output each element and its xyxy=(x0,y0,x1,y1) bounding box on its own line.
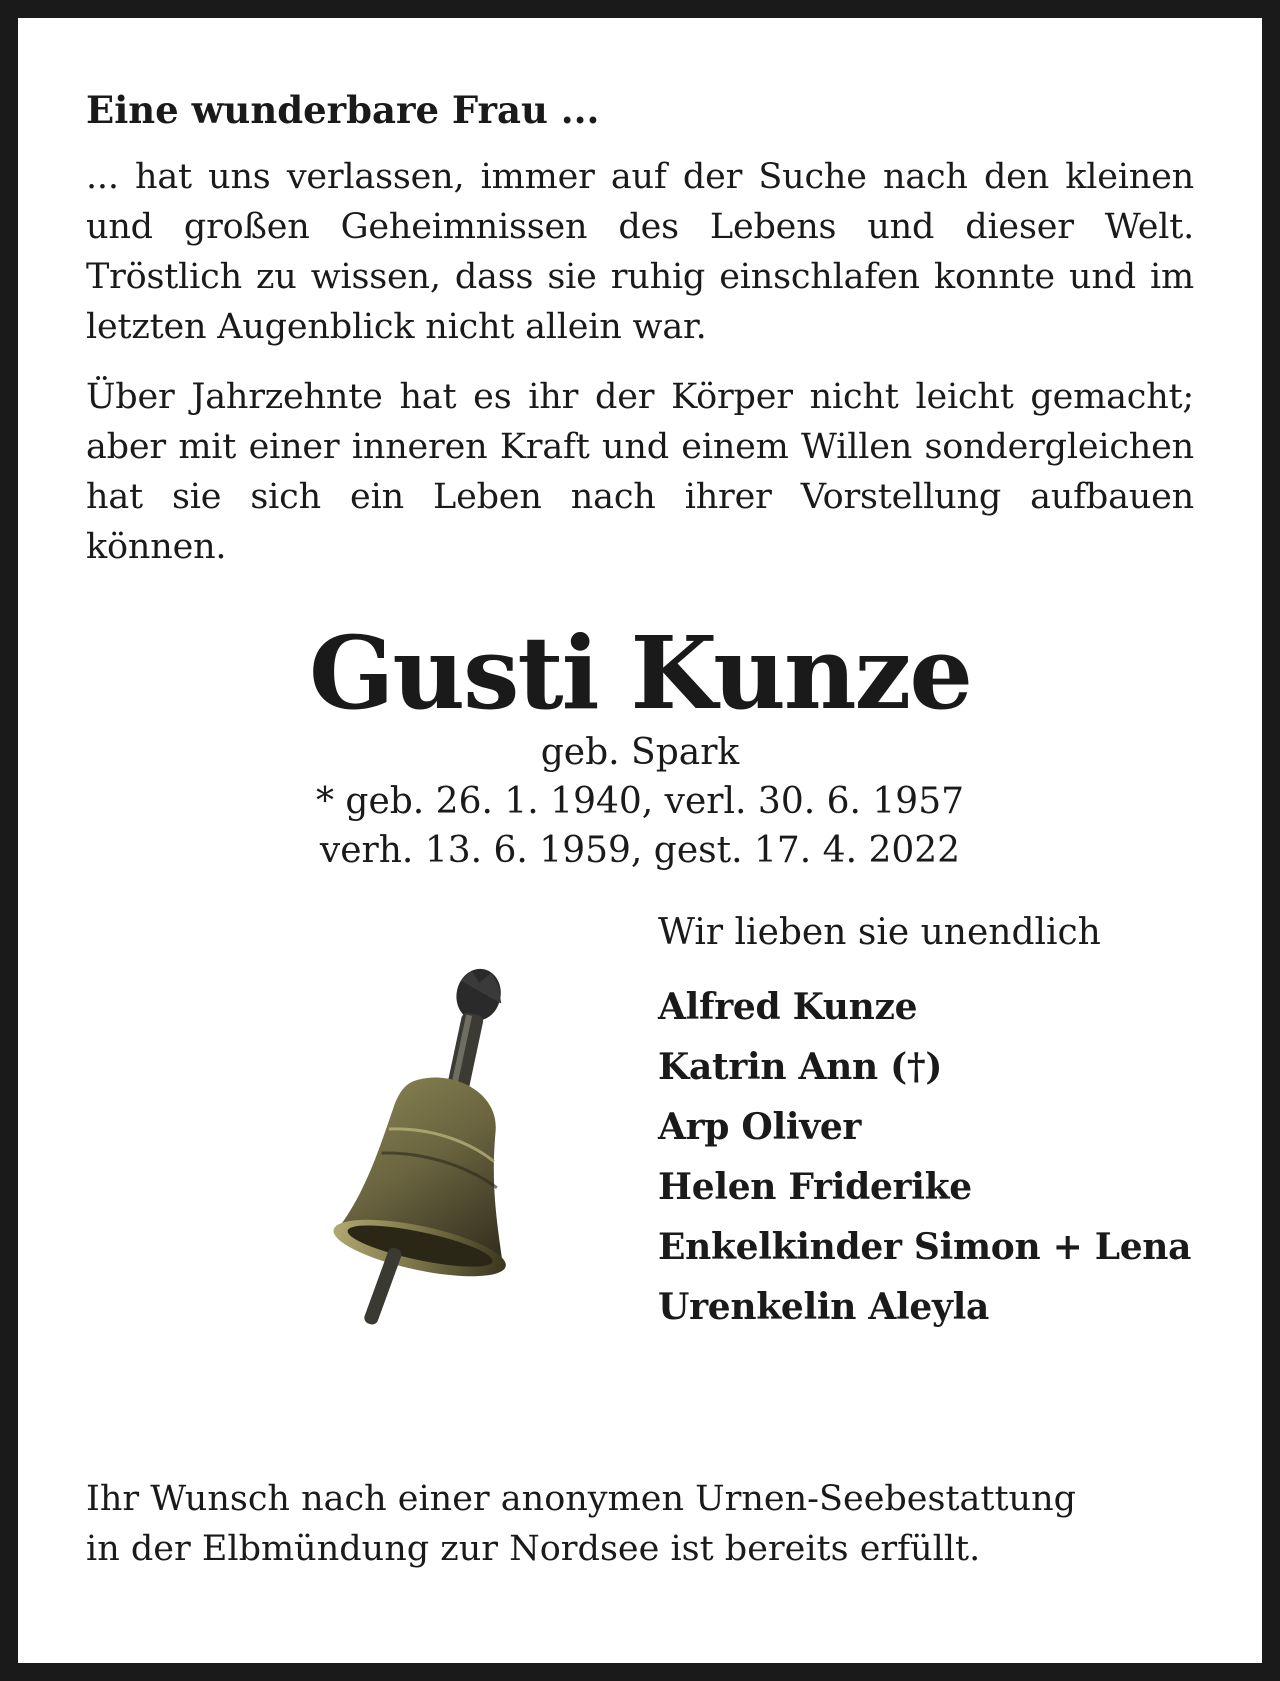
deceased-name: Gusti Kunze xyxy=(309,614,971,732)
family-member: Helen Friderike xyxy=(658,1166,972,1208)
family-member: Urenkelin Aleyla xyxy=(658,1286,989,1328)
maiden-name: geb. Spark xyxy=(540,732,740,773)
family-member: Alfred Kunze xyxy=(658,986,918,1028)
bell-icon xyxy=(286,945,526,1345)
closing-line-2: in der Elbmündung zur Nordsee ist bereits erfüllt. xyxy=(86,1529,981,1569)
dates-marriage-death: verh. 13. 6. 1959, gest. 17. 4. 2022 xyxy=(319,830,961,871)
lower-section xyxy=(86,903,1194,1423)
notice-content xyxy=(86,86,1194,1423)
family-block xyxy=(658,903,1198,1337)
closing-line-1: Ihr Wunsch nach einer anonymen Urnen-Seebestattung xyxy=(86,1479,1077,1519)
notice-heading: Eine wunderbare Frau ... xyxy=(86,88,600,132)
closing-note xyxy=(86,1474,1194,1574)
family-member: Enkelkinder Simon + Lena xyxy=(658,1226,1192,1268)
paragraph-intro: ... hat uns verlassen, immer auf der Suche nach den kleinen und großen Geheimnissen des Lebens und dieser Welt. Tröstlich zu wissen, dass sie ruhig einschlafen konnte und im letzten Augenblick nicht allein war. xyxy=(86,157,1194,347)
family-member: Arp Oliver xyxy=(658,1106,862,1148)
dates-birth-engagement: * geb. 26. 1. 1940, verl. 30. 6. 1957 xyxy=(315,781,965,822)
family-member: Katrin Ann (†) xyxy=(658,1046,943,1088)
paragraph-life: Über Jahrzehnte hat es ihr der Körper nicht leicht gemacht; aber mit einer inneren Kraft und einem Willen sondergleichen hat sie sich ein Leben nach ihrer Vorstellung aufbauen können. xyxy=(86,377,1194,567)
love-line: Wir lieben sie unendlich xyxy=(658,912,1101,953)
